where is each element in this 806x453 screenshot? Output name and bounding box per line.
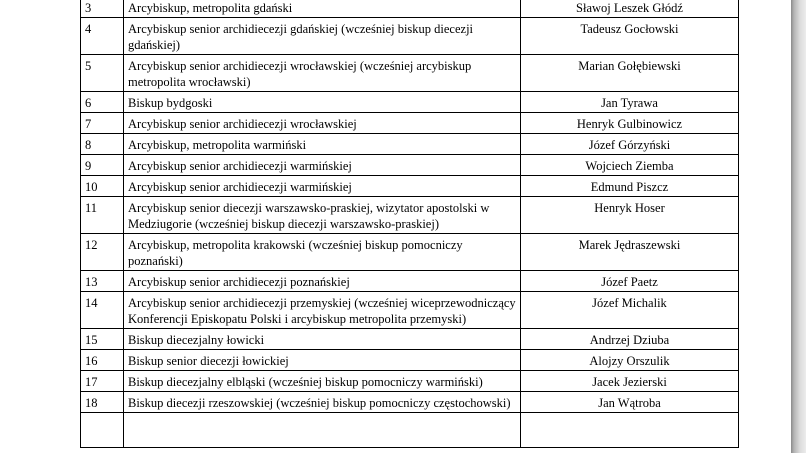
row-title: Arcybiskup senior archidiecezji warmińskiej [124, 176, 521, 197]
row-title: Arcybiskup senior archidiecezji wrocławskiej (wcześniej arcybiskup metropolita wrocławski) [124, 55, 521, 92]
row-name: Alojzy Orszulik [521, 350, 739, 371]
row-name: Andrzej Dziuba [521, 329, 739, 350]
table-row [81, 155, 739, 176]
table-row [81, 234, 739, 271]
row-title: Arcybiskup senior archidiecezji przemyskiej (wcześniej wiceprzewodniczący Konferencji Episkopatu Polski i arcybiskup metropolita przemyski) [124, 292, 521, 329]
row-name: Jan Tyrawa [521, 92, 739, 113]
row-title: Arcybiskup senior archidiecezji warmińskiej [124, 155, 521, 176]
row-number: 12 [81, 234, 124, 271]
row-number: 18 [81, 392, 124, 413]
row-name: Sławoj Leszek Głódź [521, 0, 739, 18]
row-name: Henryk Hoser [521, 197, 739, 234]
row-number-cell [81, 413, 124, 448]
row-name: Józef Michalik [521, 292, 739, 329]
row-title: Arcybiskup senior diecezji warszawsko-praskiej, wizytator apostolski w Medziugorie (wcześniej biskup diecezji warszawsko-praskiej) [124, 197, 521, 234]
table-row [81, 271, 739, 292]
row-name: Jacek Jezierski [521, 371, 739, 392]
row-name: Jan Wątroba [521, 392, 739, 413]
row-number: 9 [81, 155, 124, 176]
table-row [81, 392, 739, 413]
row-number: 7 [81, 113, 124, 134]
row-title: Arcybiskup, metropolita warmiński [124, 134, 521, 155]
row-name: Tadeusz Gocłowski [521, 18, 739, 55]
row-name: Marian Gołębiewski [521, 55, 739, 92]
table-row [81, 292, 739, 329]
row-number: 5 [81, 55, 124, 92]
row-number: 15 [81, 329, 124, 350]
row-number: 10 [81, 176, 124, 197]
row-title: Biskup diecezjalny łowicki [124, 329, 521, 350]
row-title: Biskup diecezji rzeszowskiej (wcześniej biskup pomocniczy częstochowski) [124, 392, 521, 413]
row-title: Arcybiskup senior archidiecezji wrocławskiej [124, 113, 521, 134]
row-title: Arcybiskup senior archidiecezji poznańskiej [124, 271, 521, 292]
row-name: Wojciech Ziemba [521, 155, 739, 176]
table-row [81, 371, 739, 392]
bishops-table [80, 0, 739, 448]
row-title: Arcybiskup, metropolita krakowski (wcześniej biskup pomocniczy poznański) [124, 234, 521, 271]
row-title: Biskup senior diecezji łowickiej [124, 350, 521, 371]
table-row [81, 350, 739, 371]
row-title: Biskup bydgoski [124, 92, 521, 113]
row-number: 13 [81, 271, 124, 292]
row-number: 14 [81, 292, 124, 329]
row-number: 4 [81, 18, 124, 55]
row-number: 17 [81, 371, 124, 392]
table-row [81, 197, 739, 234]
row-title: Arcybiskup senior archidiecezji gdańskiej (wcześniej biskup diecezji gdańskiej) [124, 18, 521, 55]
row-name: Józef Paetz [521, 271, 739, 292]
row-number: 11 [81, 197, 124, 234]
row-number: 16 [81, 350, 124, 371]
table-row [81, 134, 739, 155]
table-row [81, 113, 739, 134]
row-number: 3 [81, 0, 124, 18]
table-row [81, 0, 739, 18]
table-row [81, 55, 739, 92]
table-row [81, 176, 739, 197]
row-name: Józef Górzyński [521, 134, 739, 155]
table-row [81, 18, 739, 55]
table-row-partial [81, 413, 739, 448]
page-edge-shadow [791, 0, 806, 453]
table-row [81, 92, 739, 113]
row-number: 8 [81, 134, 124, 155]
row-number: 6 [81, 92, 124, 113]
row-name: Marek Jędraszewski [521, 234, 739, 271]
row-name-cell [521, 413, 739, 448]
row-name: Henryk Gulbinowicz [521, 113, 739, 134]
row-title: Arcybiskup, metropolita gdański [124, 0, 521, 18]
table-row [81, 329, 739, 350]
row-name: Edmund Piszcz [521, 176, 739, 197]
row-title: Biskup diecezjalny elbląski (wcześniej biskup pomocniczy warmiński) [124, 371, 521, 392]
row-title-cell [124, 413, 521, 448]
